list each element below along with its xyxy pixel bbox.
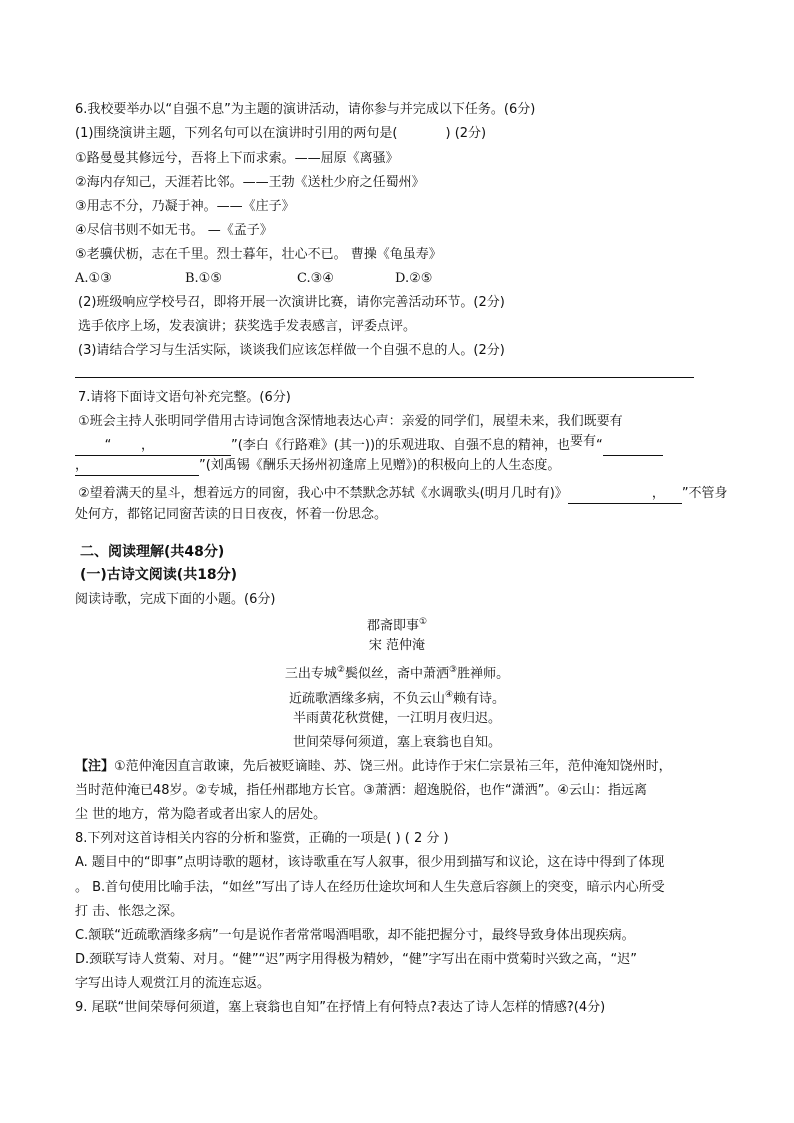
poem-line-1a: 三出专城 xyxy=(284,666,337,682)
poem-note-1: ① xyxy=(418,617,428,627)
poem-line-1b: 鬓似丝，斋中萧洒 xyxy=(344,666,449,682)
q8-option-a-3: 打 击、怅怨之深。 xyxy=(75,904,184,919)
poem-line-1 xyxy=(0,661,794,683)
q6-sub2-line xyxy=(78,318,416,336)
q7-p1b-open: “ xyxy=(75,437,141,456)
poem-line-1c: 胜禅师。 xyxy=(457,666,510,682)
q7-p1b xyxy=(75,434,663,456)
q8-title: 8.下列对这首诗相关内容的分析和鉴赏，正确的一项是( ) ( 2 分 ) xyxy=(75,831,449,846)
q7-p2a-comma: ， xyxy=(652,485,682,504)
q7-blank-3 xyxy=(603,441,663,456)
q6-sub2-line-b: 获奖选手发表感言，评委点评。 xyxy=(234,319,417,334)
q6-answer-line xyxy=(75,377,694,378)
q7-p2a xyxy=(78,485,728,504)
poem-title xyxy=(0,613,794,635)
q6-option-3: ③用志不分，乃凝于神。——《庄子》 xyxy=(75,199,295,214)
q7-p2a-end: ”不管身 xyxy=(681,486,728,501)
q7-p1b-need: 要有 xyxy=(570,434,597,449)
poem-title-text: 郡斋即事 xyxy=(366,618,419,634)
q6-sub2-line-a: 选手依序上场，发表演讲； xyxy=(78,319,235,334)
q6-sub1-text: (1)围绕演讲主题，下列名句可以在演讲时引用的两句是( xyxy=(75,126,398,141)
poem-line-4: 世间荣辱何须道，塞上衰翁也自知。 xyxy=(292,735,501,750)
q6-sub1-score: ) (2分) xyxy=(445,126,487,141)
q8-option-d-2: 字写出诗人观赏江月的流连忘返。 xyxy=(75,976,271,991)
q7-p1b-rest: ”(李白《行路难》(其一))的乐观进取、自强不息的精神，也 xyxy=(231,438,571,453)
q7-title: 7.请将下面诗文语句补充完整。(6分) xyxy=(78,390,291,405)
q6-option-2: ②海内存知己，天涯若比邻。——王勃《送杜少府之任蜀州》 xyxy=(75,175,425,190)
q9-title: 9. 尾联“世间荣辱何须道，塞上衰翁也自知”在抒情上有何特点?表达了诗人怎样的情感?(4分) xyxy=(75,1000,606,1015)
q8-option-a-2: 。 B.首句使用比喻手法，“如丝”写出了诗人在经历仕途坎坷和人生失意后容颜上的突变，暗示内心所受 xyxy=(75,880,665,895)
q7-p2a-text: ②望着满天的星斗，想着远方的同窗，我心中不禁默念苏轼《水调歌头(明月几时有)》 xyxy=(78,486,568,501)
q8-option-a-1: A. 题目中的“即事”点明诗歌的题材，该诗歌重在写人叙事，很少用到描写和议论，这在诗中得到了体现 xyxy=(75,855,665,870)
poem-author: 宋 范仲淹 xyxy=(368,638,426,653)
poem-note-4: ④ xyxy=(444,690,454,700)
q8-option-c: C.颔联“近疏歌酒缘多病”一句是说作者常常喝酒唱歌，却不能把握分寸，最终导致身体出现疾病。 xyxy=(75,928,635,943)
notes-line-2: 当时范仲淹已48岁。②专城，指任州郡地方长官。③萧洒：超逸脱俗，也作“潇洒”。④云山：指远离 xyxy=(75,783,647,798)
q7-p1b-comma: ， xyxy=(141,437,231,456)
q7-p1c-rest: ”(刘禹锡《酬乐天扬州初逢席上见赠》)的积极向上的人生态度。 xyxy=(199,458,561,473)
q7-p1c-comma: ， xyxy=(75,457,199,476)
poem-note-3: ③ xyxy=(449,665,458,675)
choice-a: A.①③ xyxy=(75,271,112,286)
notes-text-1: ①范仲淹因直言敢谏，先后被贬谪睦、苏、饶三州。此诗作于宋仁宗景祐三年，范仲淹知饶州时， xyxy=(114,759,672,774)
poem-line-3: 半雨黄花秋赏健，一江明月夜归迟。 xyxy=(292,711,501,726)
q7-p1b-open2: “ xyxy=(596,438,603,453)
notes-label: 【注】 xyxy=(75,759,115,774)
q6-option-5: ⑤老骥伏枥，志在千里。烈士暮年，壮心不已。 曹操《龟虽寿》 xyxy=(75,247,442,262)
poem-line-2b: 赖有诗。 xyxy=(453,691,506,707)
choice-c: C.③④ xyxy=(297,271,334,286)
notes-line-3: 尘 世的地方，常为隐者或者出家人的居处。 xyxy=(75,807,327,822)
q6-option-1: ①路曼曼其修远兮，吾将上下而求索。——屈原《离骚》 xyxy=(75,151,399,166)
poem-line-2 xyxy=(0,686,794,708)
q7-p1c xyxy=(75,457,560,476)
q7-p1a: ①班会主持人张明同学借用古诗词饱含深情地表达心声：亲爱的同学们，展望未来，我们既要有 xyxy=(78,414,623,429)
q6-choices xyxy=(75,270,432,288)
q6-option-4: ④尽信书则不如无书。 —《孟子》 xyxy=(75,223,273,238)
section2-title: 二、阅读理解(共48分) xyxy=(80,544,225,560)
poem-note-2: ② xyxy=(336,665,345,675)
q7-p2b: 处何方，都铭记同窗苦读的日日夜夜，怀着一份思念。 xyxy=(75,507,388,522)
q6-sub1 xyxy=(75,125,486,143)
choice-b: B.①⑤ xyxy=(185,271,222,286)
choice-d: D.②⑤ xyxy=(395,271,433,286)
section2-intro: 阅读诗歌，完成下面的小题。(6分) xyxy=(75,592,276,607)
q8-option-d-1: D.颈联写诗人赏菊、对月。“健”“迟”两字用得极为精妙，“健”字写出在雨中赏菊时兴致之高，“迟” xyxy=(75,952,638,967)
q6-sub3: (3)请结合学习与生活实际，谈谈我们应该怎样做一个自强不息的人。(2分) xyxy=(78,343,505,358)
q6-title: 6.我校要举办以“自强不息”为主题的演讲活动，请你参与并完成以下任务。(6分) xyxy=(75,102,536,117)
notes-line-1 xyxy=(75,758,672,776)
q7-blank-5 xyxy=(568,489,652,504)
poem-line-2a: 近疏歌酒缘多病，不负云山 xyxy=(288,691,445,707)
q6-sub2: (2)班级响应学校号召，即将开展一次演讲比赛，请你完善活动环节。(2分) xyxy=(78,295,505,310)
section2-sub: (一)古诗文阅读(共18分) xyxy=(80,567,238,583)
